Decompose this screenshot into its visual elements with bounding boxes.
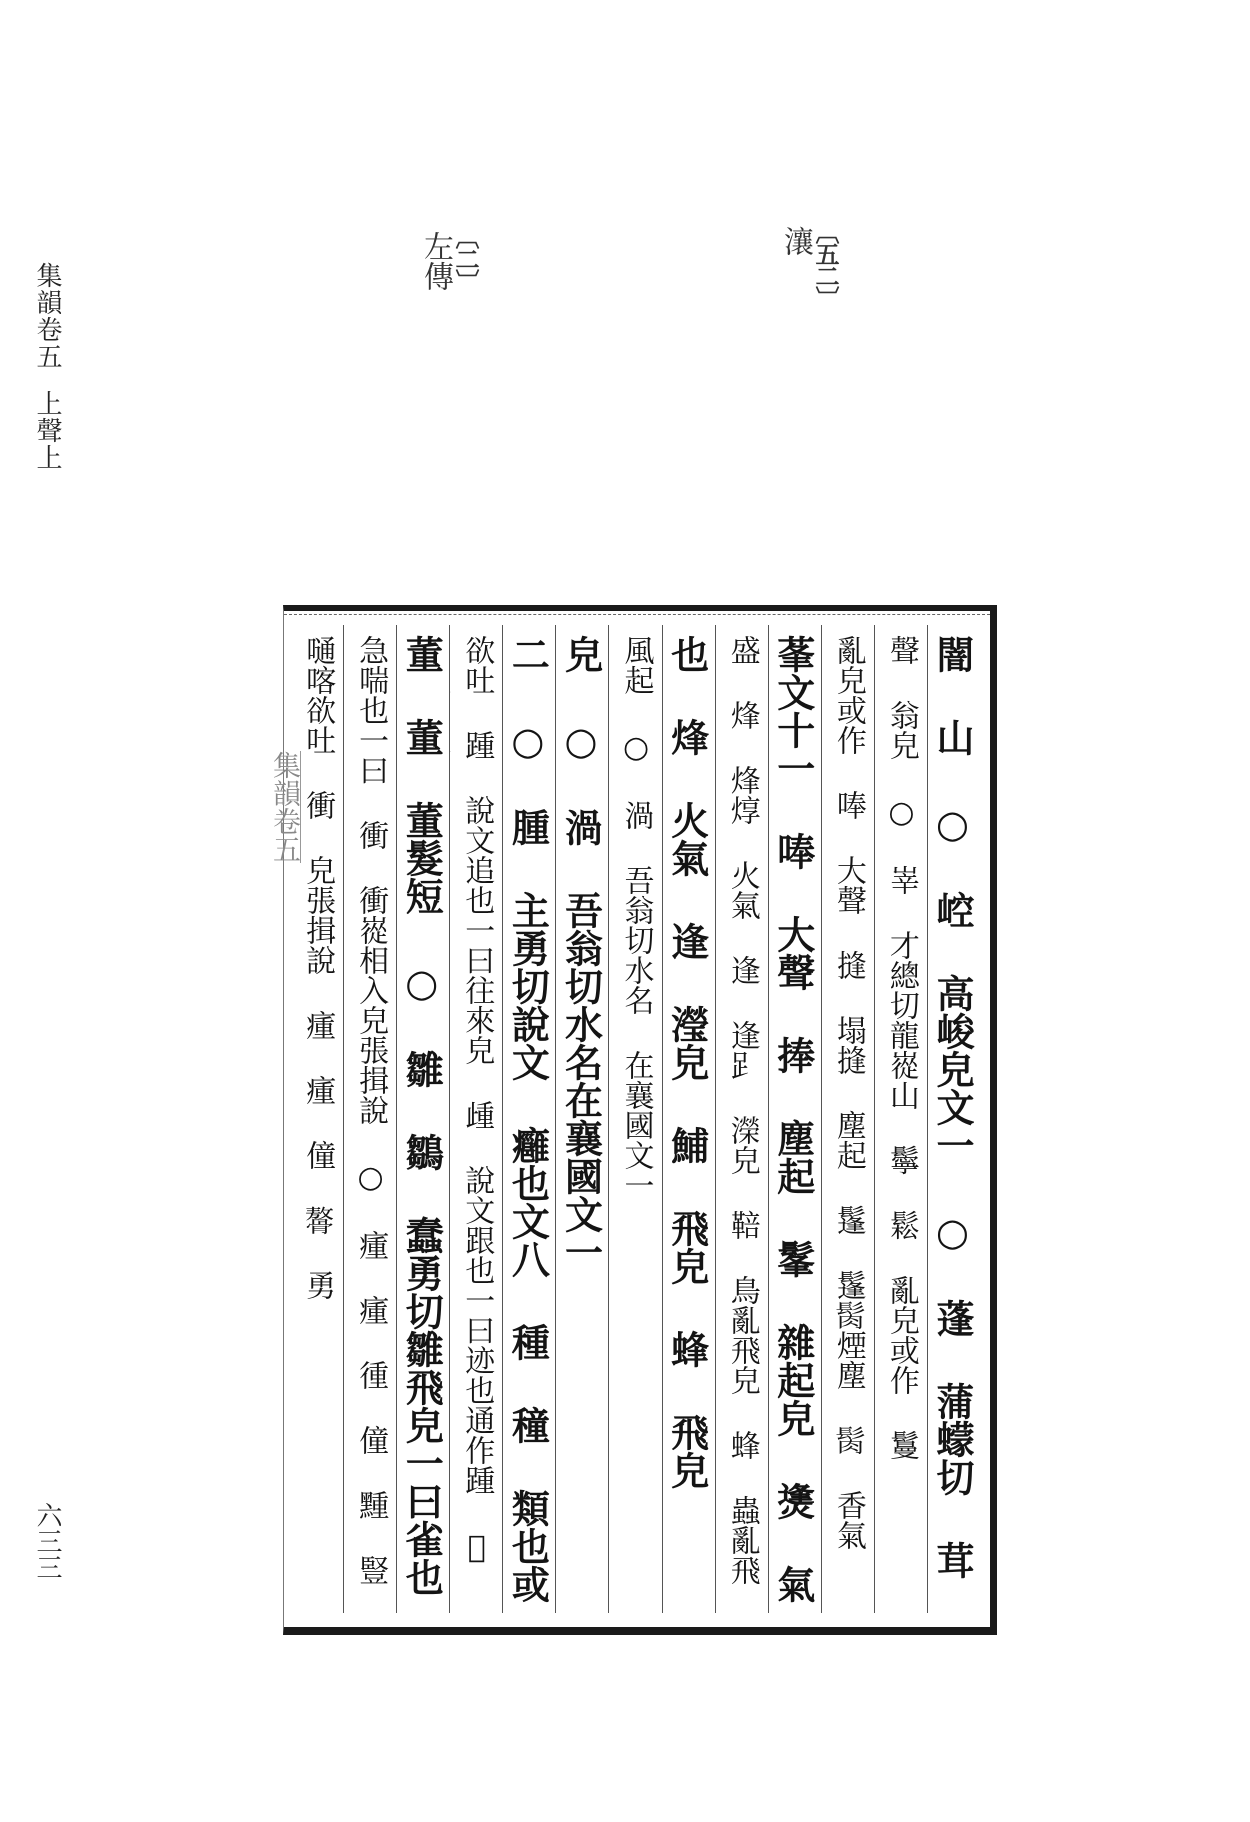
note-text: 左傳 — [418, 231, 453, 291]
annotation-note-52 — [780, 220, 840, 308]
page-number: 六三三 — [32, 1502, 62, 1580]
text-column: 亂皃或作 唪 大聲 摓 塌摓 塵起 鬔 鬔𩬳煙塵 𩬳 香氣 — [821, 625, 874, 1613]
note-marker: 〔二〕 — [451, 225, 479, 291]
text-column: 莑文十一 唪 大聲 捧 塵起 髼 雜起皃 㷭 氣 — [768, 625, 821, 1613]
text-column: 二 ○ 腫 主勇切說文 癰也文八 種 穜 類也或 — [502, 625, 555, 1613]
text-column: 急喘也一曰 衝 衝嵸相入皃張揖說 ○ 瘇 瘇 㣫 僮 䵯 豎 — [343, 625, 396, 1613]
text-column: 闇 山 ○ 崆 高峻皃文一 ○ 蓬 蒲蠓切 茸 — [927, 625, 980, 1613]
text-column: 風起 ○ 渦 吾翁切水名 在襄國文一 — [608, 625, 661, 1613]
book-title: 集韻卷五 — [32, 262, 62, 370]
text-column: 欲吐 踵 說文追也一曰往來皃 歱 說文跟也一曰迹也通作踵 𨑈 — [449, 625, 502, 1613]
section-title: 上聲上 — [32, 390, 62, 471]
text-column: 嗵喀欲吐 衝 皃張揖說 瘇 瘇 僮 𩪋 勇 — [300, 635, 336, 1300]
note-text: 瀼 — [778, 226, 813, 256]
fold-label: 集韻卷五 — [269, 751, 302, 863]
margin-title — [34, 262, 60, 471]
text-column: 也 烽 火氣 逢 瀅皃 鯆 飛皃 蜂 飛皃 — [662, 625, 715, 1613]
text-column: 皃 ○ 渦 吾翁切水名在襄國文一 — [555, 625, 608, 1613]
text-column: 聲 翁皃 ○ 峷 才總切龍嵸山 鬡 鬆 亂皃或作 鬘 — [874, 625, 927, 1613]
note-marker: 〔五二〕 — [811, 220, 839, 308]
text-columns — [290, 625, 980, 1613]
scanned-page — [269, 605, 997, 1635]
annotation-note-2 — [420, 225, 480, 291]
text-column: 董 董 董髮短 ○ 雛 鶵 蠢勇切雛飛皃一曰雀也 — [396, 625, 449, 1613]
text-column: 盛 烽 烽焞 火氣 逢 逢𧾷 濚皃 鞛 鳥亂飛皃 蜂 蟲亂飛 — [715, 625, 768, 1613]
